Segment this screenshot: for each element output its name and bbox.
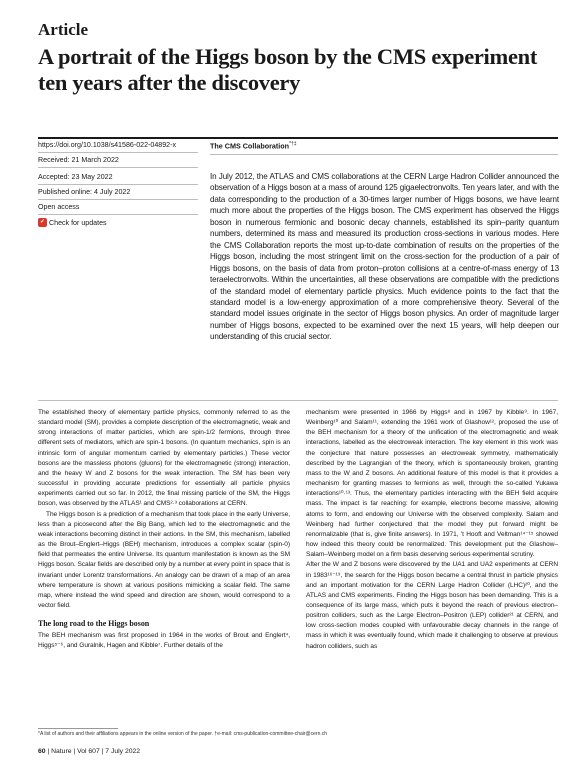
author-marks: *†‡ (289, 141, 297, 147)
footnote: *A list of authors and their affiliations appears in the online version of the paper. †e-mail: cms-publication-committee-chair@cern.ch (38, 731, 328, 737)
meta-divider (38, 199, 198, 200)
paragraph: The established theory of elementary particle physics, commonly referred to as the standard model (SM), provides a complete description of the electromagnetic, weak and strong interactions of matter particles, which are spin-1/2 fermions, through three different sets of mediators, which are spin-1 bosons. (In quantum mechanics, spin is an intrinsic form of angular momentum carried by elementary particles.) These vector bosons are the massless photons (gluons) for the electromagnetic (strong) interaction, and the heavy W and Z bosons for the weak interaction. The SM has been very successful in providing accurate predictions for essentially all particle physics experiments carried out so far. In 2012, the final missing particle of the SM, the Higgs boson, was observed by the ATLAS¹ and CMS²·³ collaborations at CERN. (38, 409, 290, 508)
doi-link[interactable]: https://doi.org/10.1038/s41586-022-04892-x (38, 141, 177, 149)
abstract: In July 2012, the ATLAS and CMS collaborations at the CERN Large Hadron Collider announced the observation of a Higgs boson at a mass of around 125 gigaelectronvolts. Ten years later, and with the data corresponding to the production of a 30-times larger number of Higgs bosons, we have learnt much more about the properties of the Higgs boson. The CMS experiment has observed the Higgs boson in numerous fermionic and bosonic decay channels, established its spin–parity quantum numbers, determined its mass and measured its production cross-sections in various modes. Here the CMS Collaboration reports the most up-to-date combination of results on the properties of the Higgs boson, including the most stringent limit on the cross-section for the production of a pair of Higgs bosons, on the basis of data from proton–proton collisions at a centre-of-mass energy of 13 teraelectronvolts. Within the uncertainties, all these observations are compatible with the predictions of the standard model of elementary particle physics. Much evidence points to the fact that the standard model is a low-energy approximation of a more comprehensive theory. Several of the standard model issues originate in the sector of Higgs boson physics. An order of magnitude larger number of Higgs bosons, expected to be examined over the next 15 years, will help deepen our understanding of this crucial sector. (210, 172, 559, 342)
author-rule (210, 154, 558, 155)
published-date: Published online: 4 July 2022 (38, 188, 131, 196)
paragraph: The Higgs boson is a prediction of a mechanism that took place in the early Universe, less than a picosecond after the Big Bang, which led to the electromagnetic and the weak interactions becoming distinct in their actions. In the SM, this mechanism, labelled as the Brout–Englert–Higgs (BEH) mechanism, introduces a complex scalar (spin-0) field that permeates the entire Universe. Its quantum manifestation is known as the SM Higgs boson. Scalar fields are described only by a number at every point in space that is invariant under Lorentz transformations. An analogy can be drawn of a map of an area where temperature is shown at various positions mimicking a scalar field. The same map, where instead the wind speed and direction are shown, would correspond to a vector field. (38, 510, 290, 609)
meta-divider (38, 184, 198, 185)
body-column-left (38, 408, 290, 652)
received-date: Received: 21 March 2022 (38, 156, 119, 164)
meta-divider (38, 214, 198, 215)
volume: Vol 607 (77, 748, 100, 755)
abstract-rule (38, 400, 558, 401)
meta-divider (38, 152, 198, 153)
check-for-updates-button[interactable] (38, 218, 107, 227)
journal-name: Nature (51, 748, 72, 755)
paragraph: mechanism were presented in 1966 by Higgs⁸ and in 1967 by Kibble⁹. In 1967, Weinberg¹⁰ and Salam¹¹, extending the 1961 work of Glashow¹², proposed the use of the BEH mechanism for a theory of the unification of the electromagnetic and weak interactions, labelled as the electroweak interaction. The key element in this work was the conjecture that nature possesses an electroweak symmetry, mathematically described by the Lagrangian of the theory, which is spontaneously broken, granting mass to the W and Z bosons. An additional feature of this model is that it provides a mechanism for granting masses to fermions as well, through the so-called Yukawa interactions¹⁰·¹³. Thus, the elementary particles interacting with the BEH field acquire mass. The impact is far reaching: for example, electrons become massive, allowing atoms to form, and endowing our Universe with the observed complexity. Salam and Weinberg had further conjectured that the model they put forward might be renormalizable (that is, give finite answers). In 1971, ’t Hooft and Veltman¹⁴⁻¹⁵ showed how indeed this theory could be renormalized. This development put the Glashow–Salam–Weinberg model on a firm basis deserving serious experimental scrutiny. (306, 409, 558, 559)
update-check-icon: ✓ (39, 219, 46, 225)
footnote-rule (38, 728, 118, 729)
issue-date: 7 July 2022 (105, 748, 141, 755)
author-name: The CMS Collaboration (210, 141, 290, 151)
paragraph: After the W and Z bosons were discovered by the UA1 and UA2 experiments at CERN in 1983¹⁶⁻¹⁹, the search for the Higgs boson became a central thrust in particle physics and an important motivation for the CERN Large Hadron Collider (LHC)²⁰, and the ATLAS and CMS experiments. Finding the Higgs boson has been demanding. This is a consequence of its large mass, which puts it beyond the reach of previous electron–positron colliders, such as the Large Electron–Positron (LEP) collider²¹ at CERN, and low cross-section modes coupled with unfavourable decay channels in the range of mass in which it was eventually found, which made it challenging to observe at previous hadron colliders, such as (306, 561, 558, 650)
section-heading: The long road to the Higgs boson (38, 619, 150, 629)
page-number: 60 (38, 748, 46, 755)
article-type-label: Article (38, 20, 89, 39)
open-access-label: Open access (38, 203, 80, 211)
author-line[interactable] (210, 141, 297, 150)
article-title: A portrait of the Higgs boson by the CMS experiment ten years after the discovery (38, 44, 538, 95)
page-footer: 60 | Nature | Vol 607 | 7 July 2022 (38, 748, 141, 755)
paragraph: The BEH mechanism was first proposed in 1964 in the works of Brout and Englert⁴, Higgs⁵⁻⁶, and Guralnik, Hagen and Kibble⁷. Further details of the (38, 632, 290, 650)
accepted-date: Accepted: 23 May 2022 (38, 173, 113, 181)
check-for-updates-label: Check for updates (49, 218, 107, 227)
meta-divider (38, 167, 198, 168)
title-rule (38, 137, 558, 139)
body-column-right (306, 408, 558, 652)
